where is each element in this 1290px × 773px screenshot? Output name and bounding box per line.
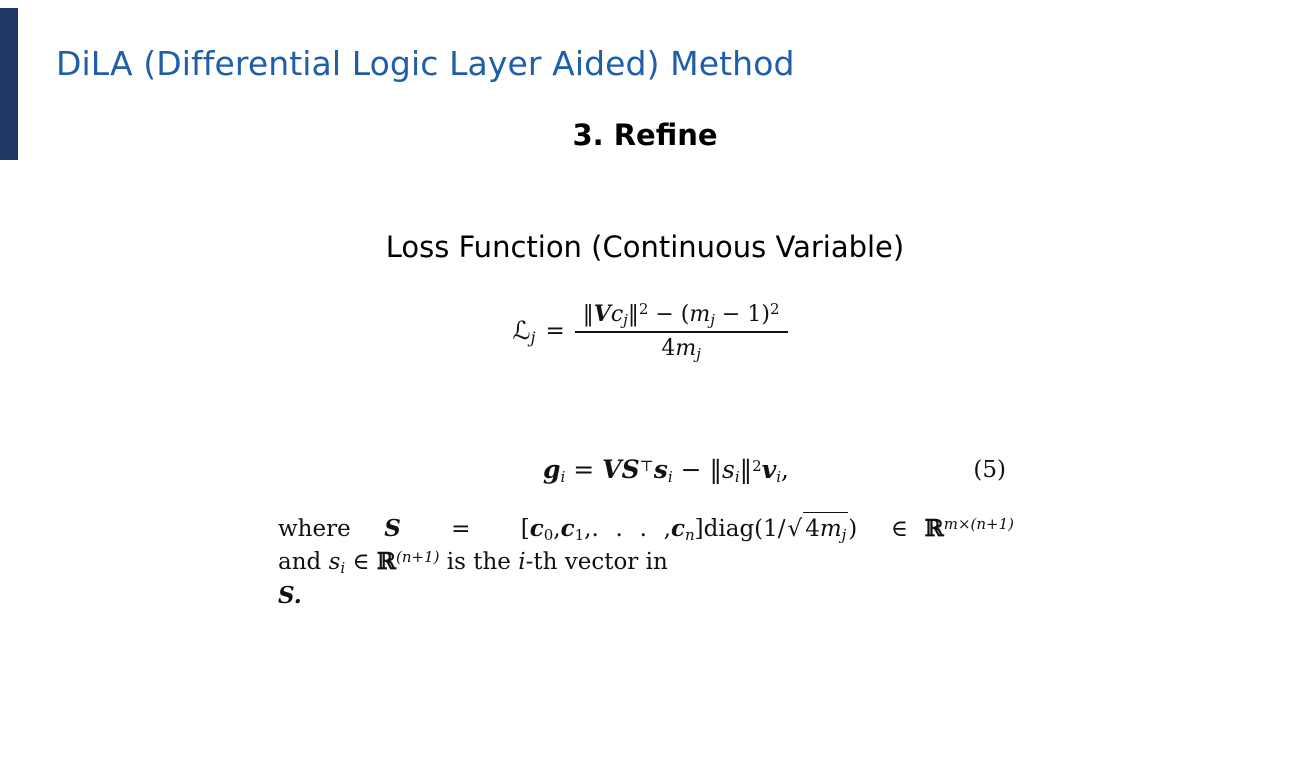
loss-fraction [575, 300, 788, 363]
real-space-mn-exponent: m×(n+1) [943, 515, 1015, 533]
minus-sign-2: − [721, 302, 741, 327]
square-root: √ $4m_j$ [786, 512, 849, 546]
minus-sign: − [655, 302, 674, 327]
cn-symbol: c [670, 515, 685, 542]
th-vector-words: -th vector in [525, 549, 668, 576]
comma-2: , [584, 516, 592, 542]
norm-power: 2 [638, 300, 649, 318]
si-subscript: i [340, 559, 346, 578]
eq5-norm-power: 2 [752, 457, 762, 475]
where-clause [278, 512, 1014, 612]
where-equals: = [451, 516, 471, 542]
si-symbol: s [328, 549, 341, 576]
vector-c: c [610, 302, 624, 327]
m-subscript: j [710, 311, 715, 329]
c1-subscript: 1 [574, 526, 585, 544]
cn-subscript: n [685, 526, 695, 544]
radicand-m-subscript: j [841, 526, 847, 544]
c0-subscript: 0 [543, 526, 554, 544]
loss-numerator [575, 300, 788, 331]
one: 1 [747, 302, 762, 327]
bracket-open: [ [520, 516, 530, 542]
page-title: DiLA (Differential Logic Layer Aided) Method [56, 44, 795, 83]
s-symbol-2: s [721, 455, 735, 484]
v-symbol: v [761, 455, 777, 484]
eq5-equals: = [573, 455, 595, 484]
m-symbol-den: m [675, 335, 697, 361]
bracket-close: ] [694, 516, 704, 542]
diag-close: ) [848, 516, 858, 542]
matrix-V-eq5: V [602, 455, 622, 484]
and-word: and [278, 549, 322, 576]
i-index: i [518, 549, 526, 576]
section-heading: 3. Refine [572, 118, 718, 152]
loss-equation-row [512, 300, 787, 363]
loss-equals: = [545, 318, 565, 345]
v-subscript: i [776, 468, 782, 486]
s-subscript: i [667, 468, 673, 486]
comma-1: , [553, 516, 561, 542]
m-symbol: m [689, 302, 711, 327]
paren-close: ) [761, 302, 770, 327]
equation-5-row [278, 455, 1014, 486]
eq5-minus: − [680, 455, 702, 484]
loss-function-equation [440, 300, 860, 363]
four: 4 [661, 335, 676, 361]
radicand-4: 4 [805, 516, 820, 542]
ellipsis: . . . , [591, 516, 671, 542]
radicand [803, 512, 848, 546]
matrix-V: V [593, 301, 611, 327]
paren-open: ( [680, 302, 690, 327]
S-end-symbol: S. [278, 581, 302, 609]
m-subscript-den: j [696, 344, 701, 363]
diag-open: diag(1/ [703, 516, 786, 542]
norm-open: ‖ [582, 302, 594, 327]
eq5-norm-close: ‖ [739, 455, 753, 484]
loss-lhs [512, 316, 535, 347]
loss-denominator [653, 333, 709, 363]
norm-close: ‖ [627, 302, 639, 327]
is-the-words: is the [446, 549, 511, 576]
g-subscript: i [560, 468, 566, 486]
element-of-1: ∈ [890, 516, 908, 542]
vector-c-subscript: j [623, 311, 628, 329]
element-of-2: ∈ [352, 549, 370, 576]
s-subscript-2: i [734, 468, 740, 486]
gradient-equation-block [278, 455, 1014, 612]
equation-number: (5) [973, 457, 1006, 483]
sub-heading: Loss Function (Continuous Variable) [385, 230, 905, 264]
c1-symbol: c [560, 515, 575, 542]
transpose-symbol: ⊤ [639, 457, 654, 475]
where-S: S [384, 515, 401, 542]
eq5-comma: , [781, 455, 789, 484]
where-word: where [278, 516, 351, 542]
real-space-n1: ℝ [376, 548, 396, 576]
real-space-mn: ℝ [924, 515, 944, 542]
s-symbol: s [653, 455, 668, 484]
paren-power: 2 [769, 300, 780, 318]
radicand-m: m [819, 516, 842, 542]
eq5-norm-open: ‖ [709, 455, 722, 484]
matrix-S-eq5: S [621, 455, 640, 484]
loss-lhs-symbol: ℒ [512, 315, 531, 345]
real-space-n1-exponent: (n+1) [395, 548, 440, 567]
c0-symbol: c [529, 515, 544, 542]
g-symbol: g [543, 455, 561, 484]
loss-lhs-subscript: j [530, 327, 536, 347]
